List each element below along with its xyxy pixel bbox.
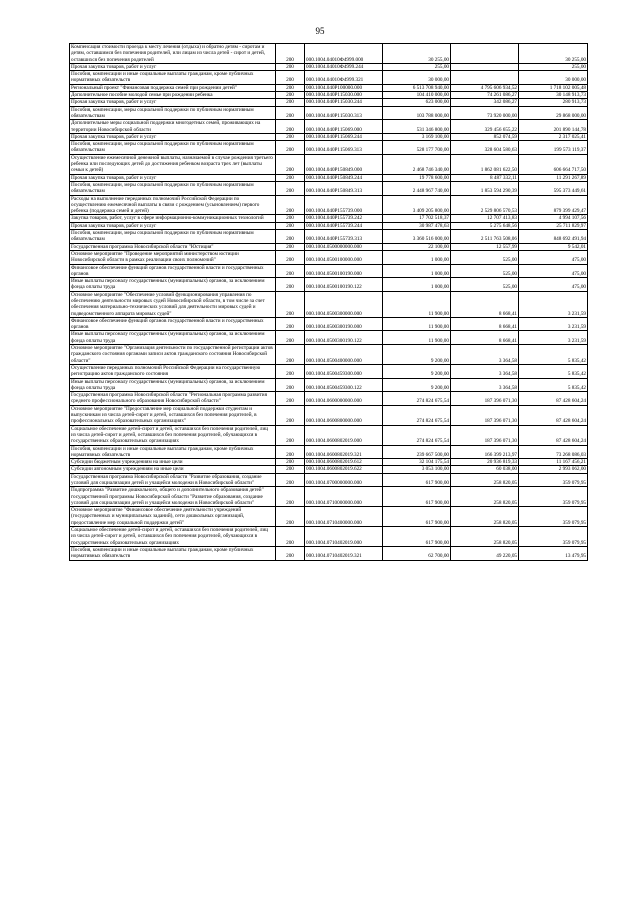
- row-grbs-cell: 200: [276, 507, 305, 527]
- row-exec-cell: 20 936 819,33: [451, 459, 519, 466]
- row-name-cell: Осуществление ежемесячной денежной выплаты, назначаемой в случае рождения третьего ребенка или последующих детей до достижения ребенком возраста трех лет (выплаты семьи к детей): [70, 154, 276, 174]
- row-grbs-cell: 200: [276, 174, 305, 181]
- row-grbs-cell: 200: [276, 473, 305, 487]
- row-code-cell: 000.1004.0500100190.000: [305, 264, 383, 278]
- row-rest-cell: 5 835,42: [519, 378, 588, 392]
- row-rest-cell: 2 317 025,41: [519, 133, 588, 140]
- row-code-cell: 000.1004.0710402019.321: [305, 546, 383, 560]
- row-name-cell: Региональный проект "Финансовая поддержка семей при рождении детей": [70, 84, 276, 91]
- row-name-cell: Основное мероприятие "Проведение мероприятий министерством юстиции Новосибирской области в рамках реализации своих полномочий": [70, 250, 276, 264]
- row-code-cell: 000.1004.040P155739.242: [305, 215, 383, 222]
- row-grbs-cell: 200: [276, 106, 305, 120]
- table-row: [70, 487, 588, 507]
- row-rest-cell: 30 148 913,73: [519, 92, 588, 99]
- budget-table-body: [70, 44, 588, 561]
- row-exec-cell: 525,00: [451, 264, 519, 278]
- row-plan-cell: 30 000,00: [383, 71, 451, 85]
- row-name-cell: Основное мероприятие "Предоставление мер социальной поддержки студентам и выпускникам из числа детей-сирот и детей, оставшихся без попечения родителей, в профессиональных образовательных организациях": [70, 405, 276, 425]
- row-code-cell: 000.1004.0600800000.000: [305, 405, 383, 425]
- row-name-cell: Подпрограмма "Развитие дошкольного, общего и дополнительного образования детей" государственной программы Новосибирской области "Развитие образования, создание условий для социализации детей и учащейся молодежи в Новосибирской области": [70, 487, 276, 507]
- row-exec-cell: 2 529 806 570,53: [451, 195, 519, 215]
- table-row: [70, 264, 588, 278]
- row-exec-cell: 852 074,59: [451, 133, 519, 140]
- row-exec-cell: 187 396 071,30: [451, 392, 519, 406]
- row-plan-cell: 617 900,00: [383, 487, 451, 507]
- row-exec-cell: [451, 44, 519, 64]
- row-grbs-cell: 200: [276, 378, 305, 392]
- row-plan-cell: 9 200,00: [383, 378, 451, 392]
- row-grbs-cell: 200: [276, 546, 305, 560]
- row-name-cell: Прочая закупка товаров, работ и услуг: [70, 133, 276, 140]
- row-name-cell: Финансовое обеспечение функций органов государственной власти и государственных органов: [70, 317, 276, 331]
- row-grbs-cell: 200: [276, 459, 305, 466]
- row-rest-cell: 255,00: [519, 63, 588, 70]
- row-rest-cell: 475,00: [519, 250, 588, 264]
- row-name-cell: Пособия, компенсации и иные социальные выплаты гражданам, кроме публичных нормативных обязательств: [70, 445, 276, 459]
- row-plan-cell: 17 702 518,37: [383, 215, 451, 222]
- row-code-cell: 000.1004.0500100190.122: [305, 278, 383, 292]
- row-plan-cell: 239 667 500,00: [383, 445, 451, 459]
- row-exec-cell: 3 364,58: [451, 364, 519, 378]
- row-exec-cell: 525,00: [451, 250, 519, 264]
- row-name-cell: Прочая закупка товаров, работ и услуг: [70, 222, 276, 229]
- row-code-cell: 000.1004.0500300190.122: [305, 331, 383, 345]
- row-plan-cell: 11 900,00: [383, 317, 451, 331]
- row-name-cell: Прочая закупка товаров, работ и услуг: [70, 99, 276, 106]
- row-code-cell: 000.1004.040P115030.000: [305, 92, 383, 99]
- row-plan-cell: 2 468 746 340,00: [383, 154, 451, 174]
- row-plan-cell: 22 100,00: [383, 243, 451, 250]
- row-plan-cell: 255,00: [383, 63, 451, 70]
- row-rest-cell: 359 079,95: [519, 507, 588, 527]
- row-name-cell: Социальное обеспечение детей-сирот и детей, оставшихся без попечения родителей, лиц из числа детей-сирот и детей, оставшихся без попечения родителей, обучающихся в государственных образовательных организациях: [70, 425, 276, 445]
- row-code-cell: 000.1004.040P155739.000: [305, 195, 383, 215]
- row-plan-cell: 3 169 100,00: [383, 133, 451, 140]
- row-exec-cell: 8 668,41: [451, 331, 519, 345]
- row-grbs-cell: 200: [276, 331, 305, 345]
- row-plan-cell: 9 200,00: [383, 364, 451, 378]
- row-plan-cell: 19 778 600,00: [383, 174, 451, 181]
- row-exec-cell: 258 820,05: [451, 473, 519, 487]
- row-rest-cell: 29 868 000,00: [519, 106, 588, 120]
- row-exec-cell: 4 795 606 934,52: [451, 84, 519, 91]
- table-row: [70, 546, 588, 560]
- row-exec-cell: 187 396 071,30: [451, 425, 519, 445]
- row-code-cell: 000.1004.040P100000.000: [305, 84, 383, 91]
- row-grbs-cell: 200: [276, 222, 305, 229]
- table-row: [70, 195, 588, 215]
- row-plan-cell: 30 255,00: [383, 44, 451, 64]
- row-code-cell: 000.1004.04010Ф4999.321: [305, 71, 383, 85]
- row-rest-cell: 475,00: [519, 278, 588, 292]
- row-name-cell: Субсидии автономным учреждениям на иные цели: [70, 466, 276, 473]
- row-grbs-cell: 200: [276, 84, 305, 91]
- row-grbs-cell: 200: [276, 63, 305, 70]
- row-exec-cell: [451, 71, 519, 85]
- row-grbs-cell: 200: [276, 466, 305, 473]
- table-row: [70, 331, 588, 345]
- row-code-cell: 000.1004.040P155739.313: [305, 230, 383, 244]
- table-row: [70, 71, 588, 85]
- row-code-cell: 000.1004.0500300190.000: [305, 317, 383, 331]
- row-name-cell: Социальное обеспечение детей-сирот и детей, оставшихся без попечения родителей, лиц из числа детей-сирот и детей, оставшихся без попечения родителей, обучающихся в государственных образовательных организациях: [70, 527, 276, 547]
- row-name-cell: Государственная программа Новосибирской области "Развитие образования, создание условий для социализации детей и учащейся молодежи в Новосибирской области": [70, 473, 276, 487]
- row-rest-cell: 3 231,59: [519, 317, 588, 331]
- row-rest-cell: 30 000,00: [519, 71, 588, 85]
- table-row: [70, 44, 588, 64]
- table-row: [70, 507, 588, 527]
- row-grbs-cell: 200: [276, 44, 305, 64]
- row-name-cell: Иные выплаты персоналу государственных (муниципальных) органов, за исключением фонда оплаты труда: [70, 331, 276, 345]
- row-plan-cell: 617 900,00: [383, 473, 451, 487]
- row-code-cell: 000.1004.0710400000.000: [305, 507, 383, 527]
- row-code-cell: 000.1004.04010Ф4999.244: [305, 63, 383, 70]
- row-exec-cell: 187 396 071,30: [451, 405, 519, 425]
- row-code-cell: 000.1004.0500000000.000: [305, 243, 383, 250]
- row-exec-cell: 60 038,00: [451, 466, 519, 473]
- row-rest-cell: 201 890 144,78: [519, 120, 588, 134]
- table-row: [70, 405, 588, 425]
- row-grbs-cell: 200: [276, 445, 305, 459]
- table-row: [70, 141, 588, 155]
- row-code-cell: 000.1004.0600802019.622: [305, 466, 383, 473]
- row-grbs-cell: 200: [276, 364, 305, 378]
- row-name-cell: Пособия, компенсации и иные социальные выплаты гражданам, кроме публичных нормативных обязательств: [70, 546, 276, 560]
- row-name-cell: Субсидии бюджетным учреждениям на иные цели: [70, 459, 276, 466]
- row-name-cell: Пособия, компенсации, меры социальной поддержки по публичным нормативным обязательствам: [70, 230, 276, 244]
- row-exec-cell: 1 853 594 290,39: [451, 181, 519, 195]
- row-grbs-cell: 200: [276, 317, 305, 331]
- row-grbs-cell: 200: [276, 120, 305, 134]
- row-exec-cell: 3 364,58: [451, 345, 519, 365]
- row-rest-cell: 30 255,00: [519, 44, 588, 64]
- row-exec-cell: 1 862 081 622,50: [451, 154, 519, 174]
- row-code-cell: 000.1004.0500459300.122: [305, 378, 383, 392]
- row-code-cell: 000.1004.040P150849.000: [305, 154, 383, 174]
- row-exec-cell: 73 920 000,00: [451, 106, 519, 120]
- table-row: [70, 84, 588, 91]
- row-code-cell: 000.1004.040P150849.244: [305, 174, 383, 181]
- row-grbs-cell: 200: [276, 230, 305, 244]
- row-name-cell: Государственная программа Новосибирской области "Региональная программа развития среднего профессионального образования Новосибирской области": [70, 392, 276, 406]
- row-grbs-cell: 200: [276, 215, 305, 222]
- row-exec-cell: 8 668,41: [451, 317, 519, 331]
- row-rest-cell: 87 428 604,24: [519, 392, 588, 406]
- row-rest-cell: 606 664 717,50: [519, 154, 588, 174]
- row-plan-cell: 62 700,00: [383, 546, 451, 560]
- row-name-cell: Компенсация стоимости проезда к месту лечения (отдыха) и обратно детям - сиротам и детям, оставшимся без попечения родителей, или лицам из числа детей - сирот и детей, оставшихся без попечения родителей: [70, 44, 276, 64]
- row-exec-cell: 49 220,05: [451, 546, 519, 560]
- row-grbs-cell: 200: [276, 405, 305, 425]
- row-rest-cell: 5 835,42: [519, 364, 588, 378]
- table-row: [70, 92, 588, 99]
- row-plan-cell: 617 900,00: [383, 527, 451, 547]
- row-code-cell: 000.1004.040P115069.313: [305, 141, 383, 155]
- row-grbs-cell: 200: [276, 487, 305, 507]
- table-row: [70, 425, 588, 445]
- row-grbs-cell: 200: [276, 99, 305, 106]
- row-rest-cell: 199 573 119,37: [519, 141, 588, 155]
- table-row: [70, 99, 588, 106]
- table-row: [70, 215, 588, 222]
- row-name-cell: Дополнительное пособие молодой семье при рождении ребенка: [70, 92, 276, 99]
- row-code-cell: 000.1004.0600802019.612: [305, 459, 383, 466]
- row-name-cell: Иные выплаты персоналу государственных (муниципальных) органов, за исключением фонда оплаты труда: [70, 278, 276, 292]
- table-row: [70, 345, 588, 365]
- row-grbs-cell: 200: [276, 250, 305, 264]
- row-rest-cell: 25 711 829,97: [519, 222, 588, 229]
- row-grbs-cell: 200: [276, 154, 305, 174]
- table-row: [70, 174, 588, 181]
- row-plan-cell: 30 987 478,63: [383, 222, 451, 229]
- row-name-cell: Пособия, компенсации, меры социальной поддержки по публичным нормативным обязательствам: [70, 106, 276, 120]
- row-exec-cell: 328 604 580,63: [451, 141, 519, 155]
- row-plan-cell: 623 000,00: [383, 99, 451, 106]
- row-rest-cell: 879 399 429,47: [519, 195, 588, 215]
- row-code-cell: 000.1004.0500459300.000: [305, 364, 383, 378]
- row-grbs-cell: 200: [276, 133, 305, 140]
- row-code-cell: 000.1004.040P115030.313: [305, 106, 383, 120]
- row-rest-cell: 595 373 449,61: [519, 181, 588, 195]
- row-rest-cell: 11 291 267,89: [519, 174, 588, 181]
- row-name-cell: Осуществление переданных полномочий Российской Федерации на государственную регистрацию актов гражданского состояния: [70, 364, 276, 378]
- row-code-cell: 000.1004.040P115069.000: [305, 120, 383, 134]
- row-plan-cell: 9 200,00: [383, 345, 451, 365]
- row-grbs-cell: 200: [276, 195, 305, 215]
- table-row: [70, 181, 588, 195]
- page-number: 95: [315, 26, 325, 36]
- table-row: [70, 392, 588, 406]
- row-grbs-cell: 200: [276, 291, 305, 317]
- table-row: [70, 133, 588, 140]
- row-exec-cell: 329 456 655,22: [451, 120, 519, 134]
- row-rest-cell: 1 718 102 005,48: [519, 84, 588, 91]
- row-rest-cell: 87 428 604,24: [519, 425, 588, 445]
- row-rest-cell: 4 994 107,56: [519, 215, 588, 222]
- table-row: [70, 278, 588, 292]
- row-grbs-cell: 200: [276, 527, 305, 547]
- row-exec-cell: 2 511 763 508,06: [451, 230, 519, 244]
- row-rest-cell: 87 428 604,24: [519, 405, 588, 425]
- row-exec-cell: 258 820,05: [451, 507, 519, 527]
- table-row: [70, 459, 588, 466]
- row-rest-cell: 11 167 456,21: [519, 459, 588, 466]
- row-exec-cell: 525,00: [451, 278, 519, 292]
- row-name-cell: Государственная программа Новосибирской области "Юстиция": [70, 243, 276, 250]
- row-code-cell: 000.1004.04010Ф4999.000: [305, 44, 383, 64]
- row-code-cell: 000.1004.0710402019.000: [305, 527, 383, 547]
- row-name-cell: Расходы на выполнение переданных полномочий Российской Федерации по осуществлению ежемесячной выплаты в связи с рождением (усыновлением) первого ребенка (поддержка семей и детей): [70, 195, 276, 215]
- row-exec-cell: [451, 63, 519, 70]
- row-exec-cell: 8 668,41: [451, 291, 519, 317]
- table-row: [70, 473, 588, 487]
- table-row: [70, 63, 588, 70]
- row-exec-cell: 258 820,05: [451, 527, 519, 547]
- row-grbs-cell: 200: [276, 345, 305, 365]
- row-rest-cell: 73 268 086,03: [519, 445, 588, 459]
- row-plan-cell: 1 000,00: [383, 278, 451, 292]
- table-row: [70, 120, 588, 134]
- row-plan-cell: 3 360 516 000,00: [383, 230, 451, 244]
- row-exec-cell: 12 707 413,83: [451, 215, 519, 222]
- row-name-cell: Прочая закупка товаров, работ и услуг: [70, 63, 276, 70]
- table-row: [70, 222, 588, 229]
- table-row: [70, 154, 588, 174]
- table-row: [70, 243, 588, 250]
- row-grbs-cell: 200: [276, 92, 305, 99]
- row-rest-cell: 280 913,73: [519, 99, 588, 106]
- row-exec-cell: 258 820,05: [451, 487, 519, 507]
- row-name-cell: Основное мероприятие "Организация деятельности по государственной регистрации актов гражданского состояния органами записи актов гражданского состояния Новосибирской области": [70, 345, 276, 365]
- table-row: [70, 291, 588, 317]
- row-plan-cell: 11 900,00: [383, 291, 451, 317]
- table-row: [70, 230, 588, 244]
- row-name-cell: Основное мероприятие "Финансовое обеспечение деятельности учреждений (государственных и муниципальных заданий), сети дошкольных организаций, предоставление мер социальной поддержки детей": [70, 507, 276, 527]
- row-grbs-cell: 200: [276, 141, 305, 155]
- row-name-cell: Дополнительные меры социальной поддержки многодетных семей, проживающих на территории Новосибирской области: [70, 120, 276, 134]
- row-grbs-cell: 200: [276, 243, 305, 250]
- row-code-cell: 000.1004.040P115069.244: [305, 133, 383, 140]
- row-code-cell: 000.1004.0710000000.000: [305, 487, 383, 507]
- row-exec-cell: 3 364,58: [451, 378, 519, 392]
- row-name-cell: Закупка товаров, работ, услуг в сфере информационно-коммуникационных технологий: [70, 215, 276, 222]
- row-grbs-cell: 200: [276, 181, 305, 195]
- table-row: [70, 106, 588, 120]
- row-code-cell: 000.1004.0500100000.000: [305, 250, 383, 264]
- row-grbs-cell: 200: [276, 264, 305, 278]
- row-rest-cell: 475,00: [519, 264, 588, 278]
- row-plan-cell: 617 900,00: [383, 507, 451, 527]
- row-plan-cell: 2 448 967 740,00: [383, 181, 451, 195]
- row-plan-cell: 531 346 800,00: [383, 120, 451, 134]
- row-plan-cell: 1 000,00: [383, 250, 451, 264]
- row-rest-cell: 5 835,42: [519, 345, 588, 365]
- row-plan-cell: 103 788 000,00: [383, 106, 451, 120]
- row-exec-cell: 5 275 648,56: [451, 222, 519, 229]
- row-exec-cell: 342 086,27: [451, 99, 519, 106]
- row-plan-cell: 528 177 700,00: [383, 141, 451, 155]
- row-code-cell: 000.1004.0600802019.000: [305, 425, 383, 445]
- budget-table: [69, 43, 588, 561]
- row-name-cell: Основное мероприятие "Обеспечение условий функционирования управления по обеспечению деятельности мировых судей Новосибирской области, в том числе за счет обеспечения материально-технических условий для деятельности мировых судей и подведомственного аппарата мировых судей": [70, 291, 276, 317]
- row-code-cell: 000.1004.040P150849.313: [305, 181, 383, 195]
- row-rest-cell: 3 231,59: [519, 331, 588, 345]
- row-name-cell: Прочая закупка товаров, работ и услуг: [70, 174, 276, 181]
- row-exec-cell: 74 261 086,27: [451, 92, 519, 99]
- row-plan-cell: 274 824 675,54: [383, 425, 451, 445]
- table-row: [70, 378, 588, 392]
- row-code-cell: 000.1004.0600802019.321: [305, 445, 383, 459]
- row-plan-cell: 3 053 100,00: [383, 466, 451, 473]
- row-exec-cell: 8 487 332,11: [451, 174, 519, 181]
- table-row: [70, 364, 588, 378]
- table-row: [70, 527, 588, 547]
- row-rest-cell: 359 079,95: [519, 487, 588, 507]
- row-name-cell: Иные выплаты персоналу государственных (муниципальных) органов, за исключением фонда оплаты труда: [70, 378, 276, 392]
- row-rest-cell: 2 993 062,00: [519, 466, 588, 473]
- row-code-cell: 000.1004.0600000000.000: [305, 392, 383, 406]
- row-plan-cell: 3 409 205 800,00: [383, 195, 451, 215]
- row-rest-cell: 3 231,59: [519, 291, 588, 317]
- row-name-cell: Пособия, компенсации и иные социальные выплаты гражданам, кроме публичных нормативных обязательств: [70, 71, 276, 85]
- row-name-cell: Пособия, компенсации, меры социальной поддержки по публичным нормативным обязательствам: [70, 141, 276, 155]
- row-rest-cell: 359 079,95: [519, 527, 588, 547]
- row-plan-cell: 6 513 708 940,00: [383, 84, 451, 91]
- row-plan-cell: 274 824 675,54: [383, 392, 451, 406]
- row-code-cell: 000.1004.0700000000.000: [305, 473, 383, 487]
- table-row: [70, 250, 588, 264]
- table-row: [70, 445, 588, 459]
- row-rest-cell: 848 692 491,94: [519, 230, 588, 244]
- row-exec-cell: 166 399 213,97: [451, 445, 519, 459]
- row-rest-cell: 13 479,95: [519, 546, 588, 560]
- row-rest-cell: 359 079,95: [519, 473, 588, 487]
- table-row: [70, 317, 588, 331]
- row-grbs-cell: 200: [276, 392, 305, 406]
- row-exec-cell: 12 557,99: [451, 243, 519, 250]
- row-name-cell: Пособия, компенсации, меры социальной поддержки по публичным нормативным обязательствам: [70, 181, 276, 195]
- row-grbs-cell: 200: [276, 425, 305, 445]
- row-plan-cell: 274 824 675,54: [383, 405, 451, 425]
- row-plan-cell: 32 104 175,54: [383, 459, 451, 466]
- row-code-cell: 000.1004.0500300000.000: [305, 291, 383, 317]
- row-grbs-cell: 200: [276, 278, 305, 292]
- row-code-cell: 000.1004.0500400000.000: [305, 345, 383, 365]
- row-name-cell: Финансовое обеспечение функций органов государственной власти и государственных органов: [70, 264, 276, 278]
- row-plan-cell: 1 000,00: [383, 264, 451, 278]
- row-code-cell: 000.1004.040P155739.244: [305, 222, 383, 229]
- row-rest-cell: 9 542,01: [519, 243, 588, 250]
- row-code-cell: 000.1004.040P115030.244: [305, 99, 383, 106]
- row-plan-cell: 11 900,00: [383, 331, 451, 345]
- row-plan-cell: 104 410 000,00: [383, 92, 451, 99]
- row-grbs-cell: 200: [276, 71, 305, 85]
- table-row: [70, 466, 588, 473]
